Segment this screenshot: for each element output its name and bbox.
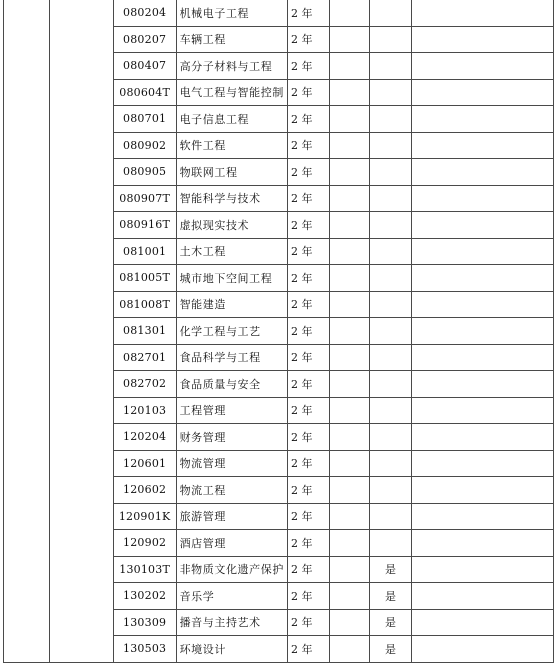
- major-name-cell: 播音与主持艺术: [176, 609, 287, 636]
- empty-cell: [330, 238, 370, 265]
- empty-cell: [330, 344, 370, 371]
- major-code-cell: 130309: [113, 609, 176, 636]
- empty-cell: [330, 0, 370, 26]
- major-code-cell: 082702: [113, 371, 176, 398]
- flag-cell: [370, 477, 411, 504]
- major-name-cell: 财务管理: [176, 424, 287, 451]
- duration-cell: 2 年: [287, 371, 330, 398]
- major-code-cell: 080604T: [113, 79, 176, 106]
- remarks-cell: [411, 238, 553, 265]
- major-name-cell: 城市地下空间工程: [176, 265, 287, 292]
- empty-cell: [330, 106, 370, 133]
- empty-cell: [330, 318, 370, 345]
- major-name-cell: 软件工程: [176, 132, 287, 159]
- duration-cell: 2 年: [287, 530, 330, 557]
- major-name-cell: 土木工程: [176, 238, 287, 265]
- empty-cell: [330, 159, 370, 186]
- major-code-cell: 081008T: [113, 291, 176, 318]
- remarks-cell: [411, 397, 553, 424]
- remarks-cell: [411, 0, 553, 26]
- remarks-cell: [411, 53, 553, 80]
- flag-cell: [370, 53, 411, 80]
- empty-cell: [330, 79, 370, 106]
- flag-cell: [370, 185, 411, 212]
- duration-cell: 2 年: [287, 132, 330, 159]
- empty-cell: [330, 185, 370, 212]
- merged-col-b: [49, 0, 113, 662]
- flag-cell: [370, 238, 411, 265]
- major-name-cell: 车辆工程: [176, 26, 287, 53]
- major-name-cell: 高分子材料与工程: [176, 53, 287, 80]
- flag-cell: [370, 0, 411, 26]
- empty-cell: [330, 609, 370, 636]
- major-code-cell: 080207: [113, 26, 176, 53]
- major-name-cell: 机械电子工程: [176, 0, 287, 26]
- duration-cell: 2 年: [287, 106, 330, 133]
- empty-cell: [330, 397, 370, 424]
- flag-cell: 是: [370, 636, 411, 663]
- major-name-cell: 食品质量与安全: [176, 371, 287, 398]
- major-code-cell: 130103T: [113, 556, 176, 583]
- flag-cell: [370, 132, 411, 159]
- remarks-cell: [411, 583, 553, 610]
- flag-cell: [370, 371, 411, 398]
- duration-cell: 2 年: [287, 0, 330, 26]
- duration-cell: 2 年: [287, 424, 330, 451]
- duration-cell: 2 年: [287, 212, 330, 239]
- empty-cell: [330, 477, 370, 504]
- flag-cell: [370, 344, 411, 371]
- duration-cell: 2 年: [287, 291, 330, 318]
- remarks-cell: [411, 106, 553, 133]
- duration-cell: 2 年: [287, 185, 330, 212]
- remarks-cell: [411, 530, 553, 557]
- duration-cell: 2 年: [287, 477, 330, 504]
- duration-cell: 2 年: [287, 238, 330, 265]
- empty-cell: [330, 53, 370, 80]
- major-name-cell: 物流管理: [176, 450, 287, 477]
- empty-cell: [330, 450, 370, 477]
- remarks-cell: [411, 503, 553, 530]
- duration-cell: 2 年: [287, 583, 330, 610]
- remarks-cell: [411, 556, 553, 583]
- remarks-cell: [411, 265, 553, 292]
- flag-cell: [370, 265, 411, 292]
- flag-cell: [370, 106, 411, 133]
- major-name-cell: 智能科学与技术: [176, 185, 287, 212]
- duration-cell: 2 年: [287, 636, 330, 663]
- major-name-cell: 电子信息工程: [176, 106, 287, 133]
- remarks-cell: [411, 291, 553, 318]
- flag-cell: [370, 212, 411, 239]
- duration-cell: 2 年: [287, 609, 330, 636]
- duration-cell: 2 年: [287, 79, 330, 106]
- major-name-cell: 非物质文化遗产保护: [176, 556, 287, 583]
- empty-cell: [330, 132, 370, 159]
- remarks-cell: [411, 636, 553, 663]
- remarks-cell: [411, 450, 553, 477]
- major-code-cell: 130503: [113, 636, 176, 663]
- flag-cell: [370, 26, 411, 53]
- major-code-cell: 120204: [113, 424, 176, 451]
- duration-cell: 2 年: [287, 26, 330, 53]
- duration-cell: 2 年: [287, 556, 330, 583]
- major-code-cell: 080701: [113, 106, 176, 133]
- remarks-cell: [411, 26, 553, 53]
- duration-cell: 2 年: [287, 397, 330, 424]
- duration-cell: 2 年: [287, 159, 330, 186]
- major-name-cell: 食品科学与工程: [176, 344, 287, 371]
- flag-cell: 是: [370, 609, 411, 636]
- empty-cell: [330, 530, 370, 557]
- major-code-cell: 130202: [113, 583, 176, 610]
- duration-cell: 2 年: [287, 344, 330, 371]
- major-name-cell: 旅游管理: [176, 503, 287, 530]
- major-code-cell: 081301: [113, 318, 176, 345]
- major-code-cell: 080907T: [113, 185, 176, 212]
- major-name-cell: 物流工程: [176, 477, 287, 504]
- empty-cell: [330, 371, 370, 398]
- major-code-cell: 120902: [113, 530, 176, 557]
- empty-cell: [330, 424, 370, 451]
- flag-cell: [370, 530, 411, 557]
- remarks-cell: [411, 79, 553, 106]
- empty-cell: [330, 503, 370, 530]
- duration-cell: 2 年: [287, 265, 330, 292]
- duration-cell: 2 年: [287, 503, 330, 530]
- major-code-cell: 082701: [113, 344, 176, 371]
- empty-cell: [330, 291, 370, 318]
- major-code-cell: 120602: [113, 477, 176, 504]
- major-code-cell: 080204: [113, 0, 176, 26]
- empty-cell: [330, 636, 370, 663]
- remarks-cell: [411, 477, 553, 504]
- remarks-cell: [411, 318, 553, 345]
- flag-cell: 是: [370, 556, 411, 583]
- flag-cell: 是: [370, 583, 411, 610]
- major-code-cell: 080905: [113, 159, 176, 186]
- remarks-cell: [411, 424, 553, 451]
- duration-cell: 2 年: [287, 318, 330, 345]
- flag-cell: [370, 318, 411, 345]
- remarks-cell: [411, 344, 553, 371]
- major-name-cell: 智能建造: [176, 291, 287, 318]
- major-name-cell: 工程管理: [176, 397, 287, 424]
- flag-cell: [370, 397, 411, 424]
- flag-cell: [370, 291, 411, 318]
- empty-cell: [330, 26, 370, 53]
- major-name-cell: 虚拟现实技术: [176, 212, 287, 239]
- table-body: [4, 0, 554, 662]
- major-code-cell: 120103: [113, 397, 176, 424]
- merged-col-a: [4, 0, 50, 662]
- table-row: [4, 0, 554, 26]
- remarks-cell: [411, 132, 553, 159]
- major-name-cell: 化学工程与工艺: [176, 318, 287, 345]
- remarks-cell: [411, 159, 553, 186]
- flag-cell: [370, 450, 411, 477]
- major-code-cell: 120901K: [113, 503, 176, 530]
- empty-cell: [330, 556, 370, 583]
- flag-cell: [370, 79, 411, 106]
- duration-cell: 2 年: [287, 450, 330, 477]
- major-name-cell: 物联网工程: [176, 159, 287, 186]
- duration-cell: 2 年: [287, 53, 330, 80]
- remarks-cell: [411, 185, 553, 212]
- flag-cell: [370, 503, 411, 530]
- major-code-cell: 080902: [113, 132, 176, 159]
- major-table: [3, 0, 554, 663]
- major-code-cell: 120601: [113, 450, 176, 477]
- major-code-cell: 080407: [113, 53, 176, 80]
- empty-cell: [330, 265, 370, 292]
- flag-cell: [370, 424, 411, 451]
- major-name-cell: 电气工程与智能控制: [176, 79, 287, 106]
- major-code-cell: 081001: [113, 238, 176, 265]
- remarks-cell: [411, 212, 553, 239]
- major-code-cell: 080916T: [113, 212, 176, 239]
- major-name-cell: 酒店管理: [176, 530, 287, 557]
- empty-cell: [330, 583, 370, 610]
- major-name-cell: 音乐学: [176, 583, 287, 610]
- remarks-cell: [411, 371, 553, 398]
- empty-cell: [330, 212, 370, 239]
- remarks-cell: [411, 609, 553, 636]
- major-name-cell: 环境设计: [176, 636, 287, 663]
- major-code-cell: 081005T: [113, 265, 176, 292]
- flag-cell: [370, 159, 411, 186]
